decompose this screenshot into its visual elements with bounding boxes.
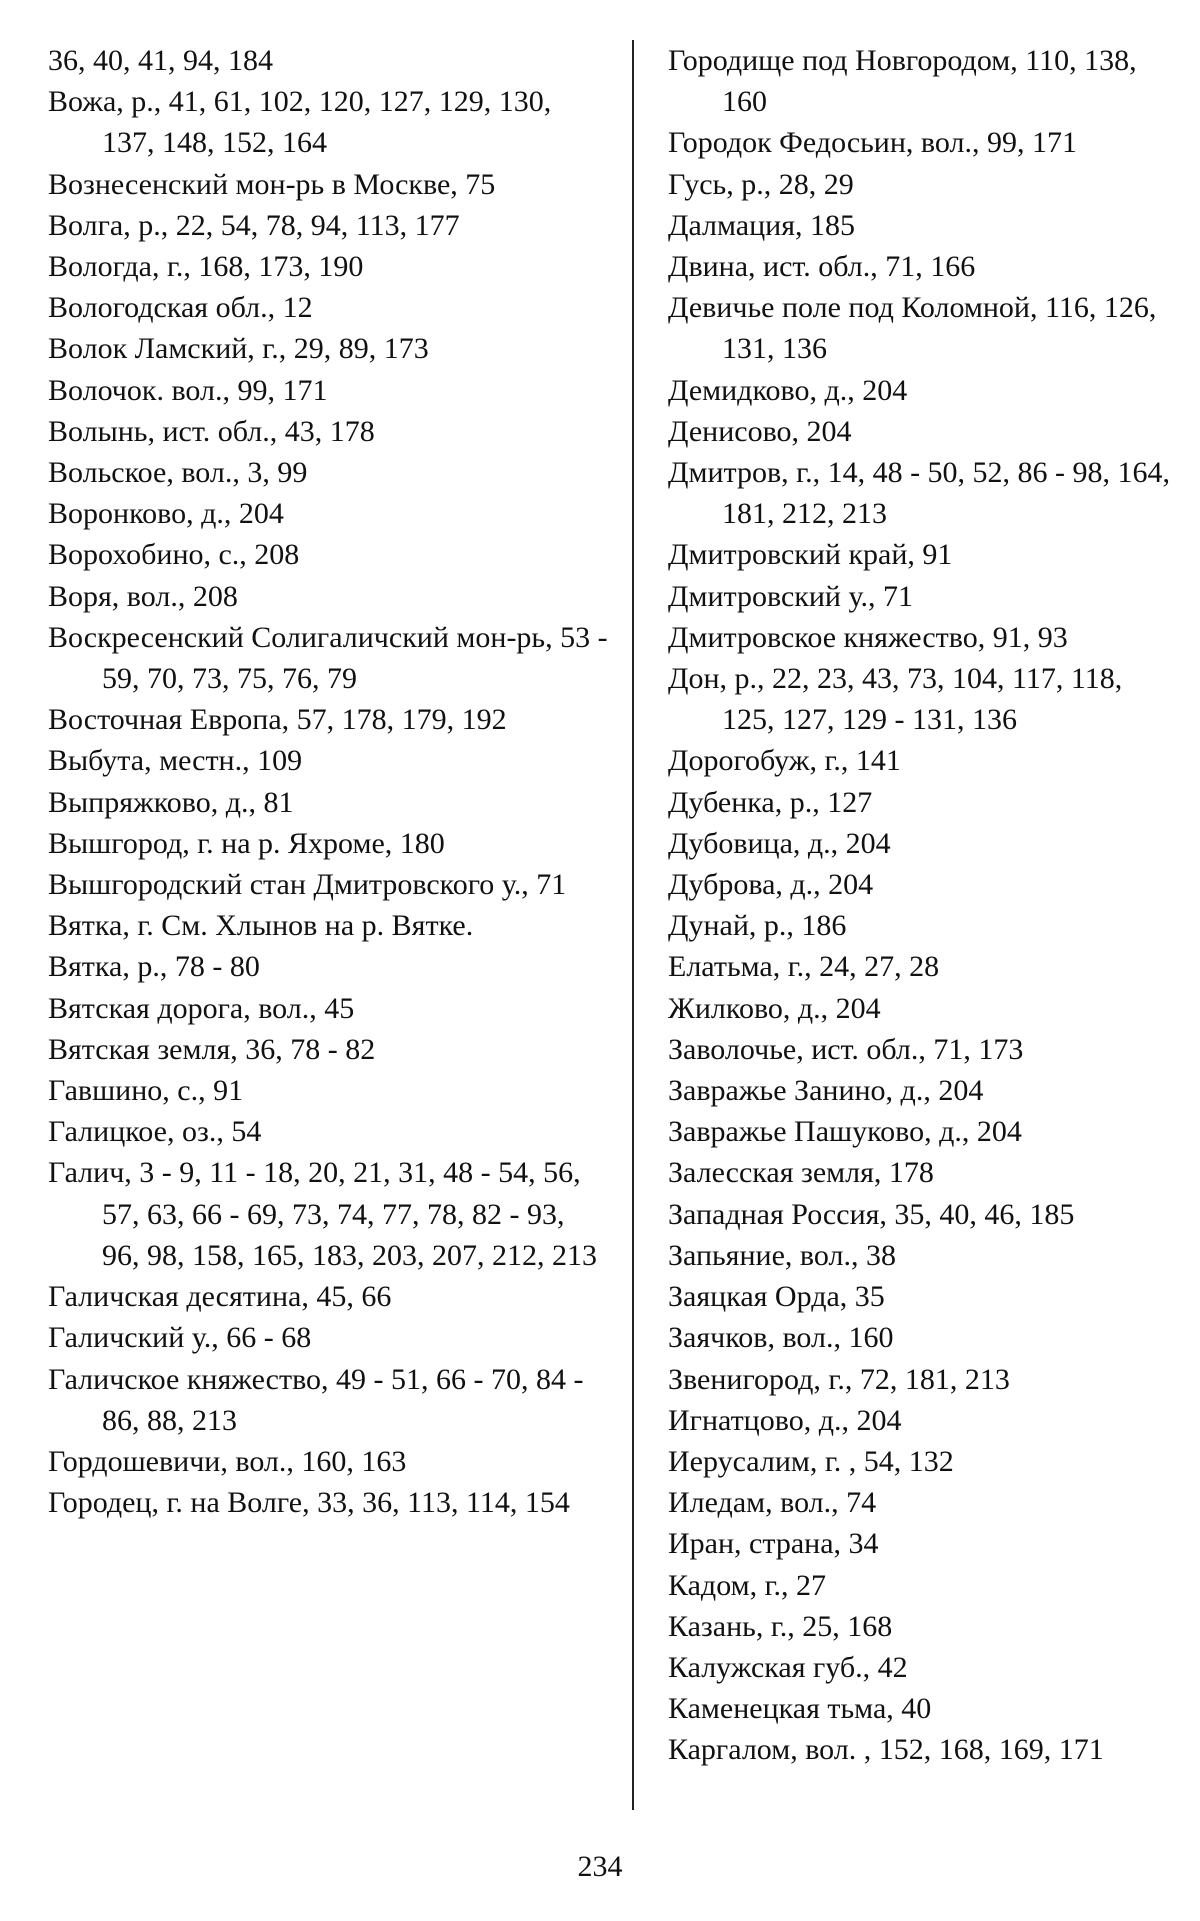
index-entry: Вятская дорога, вол., 45: [48, 991, 355, 1025]
index-entry: Иледам, вол., 74: [668, 1486, 877, 1520]
index-entry: Городище под Новгородом, 110, 138, 160: [668, 44, 1137, 119]
right-index-column: [668, 40, 1178, 1771]
index-entry: Галицкое, оз., 54: [48, 1115, 262, 1149]
index-entry: Казань, г., 25, 168: [668, 1609, 893, 1643]
index-entry: Далмация, 185: [668, 208, 856, 242]
index-entry: Выпряжково, д., 81: [48, 785, 294, 819]
index-entry: Вознесенский мон-рь в Москве, 75: [48, 167, 496, 201]
index-entry: Двина, ист. обл., 71, 166: [668, 250, 976, 284]
index-entry: Запьяние, вол., 38: [668, 1238, 896, 1272]
index-entry: Гавшино, с., 91: [48, 1074, 244, 1108]
index-entry: Выбута, местн., 109: [48, 744, 303, 778]
index-entry: Воскресенский Солигаличский мон-рь, 53 - 59, 70, 73, 75, 76, 79: [48, 620, 608, 696]
index-entry: Игнатцово, д., 204: [668, 1403, 902, 1437]
index-entry: Городец, г. на Волге, 33, 36, 113, 114, 154: [48, 1486, 570, 1520]
index-entry: Волынь, ист. обл., 43, 178: [48, 414, 375, 448]
index-entry: Галич, 3 - 9, 11 - 18, 20, 21, 31, 48 - 54, 56, 57, 63, 66 - 69, 73, 74, 77, 78, 82 - 93, 96, 98, 158, 165, 183, 203, 207, 212, 213: [48, 1156, 597, 1272]
index-entry: Завражье Пашуково, д., 204: [668, 1115, 1022, 1149]
index-entry: Жилково, д., 204: [668, 991, 881, 1025]
index-entry: Западная Россия, 35, 40, 46, 185: [668, 1197, 1075, 1231]
index-entry: 36, 40, 41, 94, 184: [48, 44, 273, 77]
index-entry: Воря, вол., 208: [48, 579, 238, 613]
index-entry: Дмитровский у., 71: [668, 579, 913, 613]
index-entry: Гордошевичи, вол., 160, 163: [48, 1444, 407, 1478]
index-entry: Дмитровский край, 91: [668, 538, 953, 572]
index-entry: Вышгородский стан Дмитровского у., 71: [48, 868, 567, 902]
index-entry: Каменецкая тьма, 40: [668, 1692, 932, 1726]
index-entry: Заяцкая Орда, 35: [668, 1280, 885, 1314]
index-entry: Дубовица, д., 204: [668, 826, 891, 860]
index-entry: Гусь, р., 28, 29: [668, 167, 854, 201]
index-entry: Вольское, вол., 3, 99: [48, 456, 308, 490]
column-divider: [632, 40, 634, 1810]
index-entry: Денисово, 204: [668, 414, 852, 448]
index-entry: Иерусалим, г. , 54, 132: [668, 1444, 954, 1478]
index-entry: Девичье поле под Коломной, 116, 126, 131, 136: [668, 291, 1157, 366]
index-entry: Звенигород, г., 72, 181, 213: [668, 1362, 1010, 1396]
index-entry: Калужская губ., 42: [668, 1650, 908, 1684]
index-entry: Елатьма, г., 24, 27, 28: [668, 950, 940, 984]
index-entry: Дуброва, д., 204: [668, 868, 874, 902]
index-entry: Заволочье, ист. обл., 71, 173: [668, 1032, 1024, 1066]
index-entry: Вятка, г. См. Хлынов на р. Вятке.: [48, 909, 474, 943]
index-entry: Волга, р., 22, 54, 78, 94, 113, 177: [48, 208, 460, 242]
index-entry: Завражье Занино, д., 204: [668, 1074, 984, 1108]
index-entry: Городок Федосьин, вол., 99, 171: [668, 126, 1077, 160]
index-entry: Вятская земля, 36, 78 - 82: [48, 1032, 376, 1066]
index-entry: Вологодская обл., 12: [48, 291, 313, 325]
index-entry: Дубенка, р., 127: [668, 785, 873, 819]
index-entry: Восточная Европа, 57, 178, 179, 192: [48, 703, 507, 737]
index-entry: Ворохобино, с., 208: [48, 538, 300, 572]
index-entry: Залесская земля, 178: [668, 1156, 934, 1190]
index-entry: Волочок. вол., 99, 171: [48, 373, 328, 407]
index-entry: Каргалом, вол. , 152, 168, 169, 171: [668, 1733, 1104, 1767]
left-index-column: [48, 40, 608, 1523]
index-entry: Вятка, р., 78 - 80: [48, 950, 260, 984]
index-entry: Воронково, д., 204: [48, 497, 284, 531]
page-number: 234: [577, 1850, 623, 1883]
index-entry: Дорогобуж, г., 141: [668, 744, 901, 778]
index-entry: Вологда, г., 168, 173, 190: [48, 250, 364, 284]
index-entry: Галичский у., 66 - 68: [48, 1321, 312, 1355]
index-entry: Дунай, р., 186: [668, 909, 847, 943]
index-entry: Кадом, г., 27: [668, 1568, 827, 1602]
index-entry: Галичское княжество, 49 - 51, 66 - 70, 84 - 86, 88, 213: [48, 1362, 584, 1437]
index-entry: Дмитров, г., 14, 48 - 50, 52, 86 - 98, 164, 181, 212, 213: [668, 456, 1171, 531]
index-entry: Вожа, р., 41, 61, 102, 120, 127, 129, 130, 137, 148, 152, 164: [48, 85, 552, 160]
index-entry: Дон, р., 22, 23, 43, 73, 104, 117, 118, 125, 127, 129 - 131, 136: [668, 662, 1123, 737]
index-entry: Демидково, д., 204: [668, 373, 908, 407]
index-entry: Вышгород, г. на р. Яхроме, 180: [48, 826, 445, 860]
index-entry: Волок Ламский, г., 29, 89, 173: [48, 332, 429, 366]
index-entry: Дмитровское княжество, 91, 93: [668, 620, 1068, 654]
index-entry: Галичская десятина, 45, 66: [48, 1280, 392, 1314]
index-entry: Иран, страна, 34: [668, 1527, 879, 1561]
index-entry: Заячков, вол., 160: [668, 1321, 894, 1355]
